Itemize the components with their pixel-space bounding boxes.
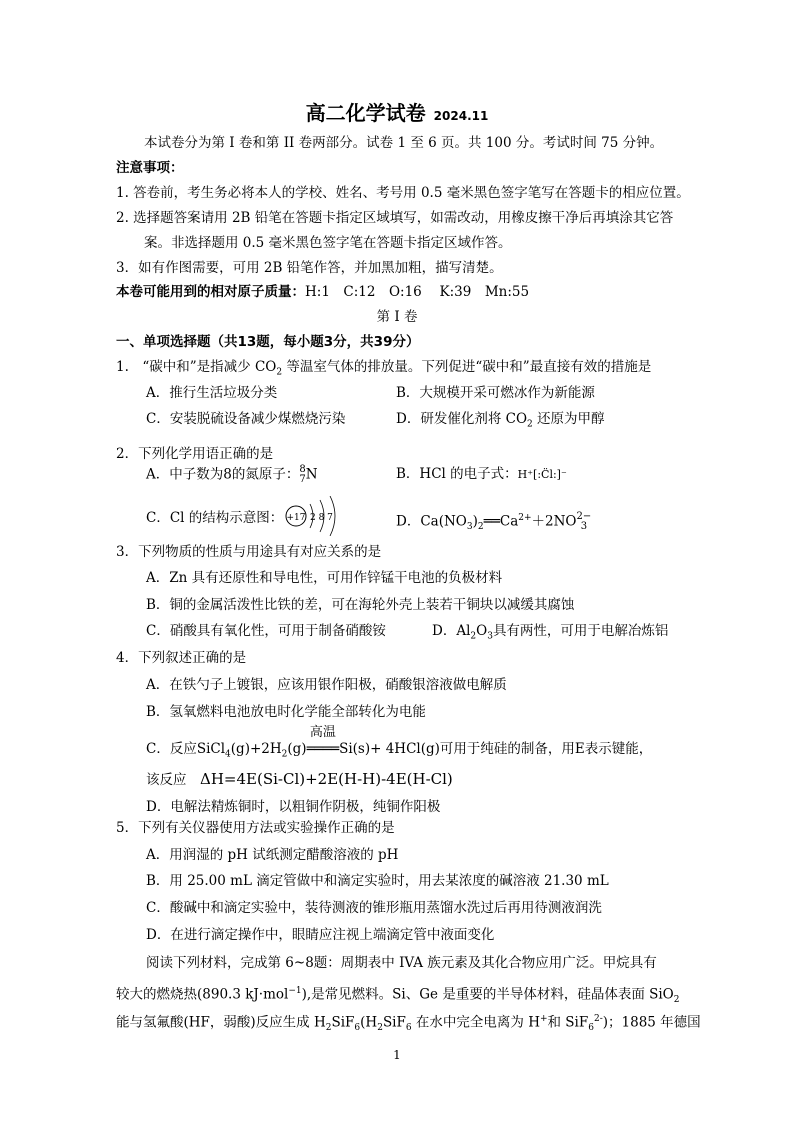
exam-title: 高二化学试卷 (305, 101, 426, 125)
notice-item-3: 3．如有作图需要，可用 2B 铅笔作答，并加黑加粗，描写清楚。 (116, 260, 503, 276)
volume-title: 第 Ⅰ 卷 (376, 309, 418, 325)
reaction-arrow: 高温 ════ (306, 725, 340, 757)
reading-line-3: 能与氢氟酸(HF，弱酸)反应生成 $H_2SiF_6(H_2SiF_6$ 在水中完全电离为 H+和 SiF$_6^{2-}$)；1885 年德国 (116, 1014, 701, 1034)
section-heading: 一、单项选择题（共13题，每小题3分，共39分） (116, 334, 420, 350)
notice-item-2-cont: 案。非选择题用 0.5 毫米黑色签字笔在答题卡指定区域作答。 (144, 235, 512, 251)
notice-item-1: 1. 答卷前，考生务必将本人的学校、姓名、考号用 0.5 毫米黑色签字笔写在答题卡的相应位置。 (116, 185, 690, 201)
q1-option-a: A．推行生活垃圾分类 (146, 385, 278, 401)
q1-option-b: B．大规模开采可燃冰作为新能源 (396, 385, 595, 401)
nucleus-charge: +17 (286, 513, 306, 523)
page-title (0, 101, 794, 125)
q2-option-b: B．HCl 的电子式：H⁺[:C̈l:]⁻ (396, 466, 567, 482)
q2-stem: 2．下列化学用语正确的是 (116, 446, 274, 462)
nuclide-notation: 8 7 (299, 464, 306, 485)
notice-heading: 注意事项： (116, 160, 184, 176)
q1-stem: 1. “碳中和”是指减少 $CO_2$ 等温室气体的排放量。下列促进“碳中和”最直接有效的措施是 (116, 359, 652, 378)
notice-item-2: 2. 选择题答案请用 2B 铅笔在答题卡指定区域填写，如需改动，用橡皮擦干净后再填涂其它答 (116, 210, 674, 226)
reading-line-2: 较大的燃烧热(890.3 kJ·mol$^{-1}$),是常见燃料。Si、Ge 是重要的半导体材料，硅晶体表面 SiO$_2$ (116, 986, 680, 1006)
q3-option-d: D．$Al_2O_3$具有两性，可用于电解冶炼铝 (432, 623, 669, 642)
q5-option-a: A．用润湿的 pH 试纸测定醋酸溶液的 pH (146, 847, 399, 863)
q1-option-c: C．安装脱硫设备减少煤燃烧污染 (146, 411, 346, 427)
atomic-mass-values: H:1 C:12 O:16 K:39 Mn:55 (305, 284, 530, 300)
q4-stem: 4．下列叙述正确的是 (116, 650, 247, 666)
q5-option-b: B．用 25.00 mL 滴定管做中和滴定实验时，用去某浓度的碱溶液 21.30 mL (146, 873, 609, 889)
q3-stem: 3．下列物质的性质与用途具有对应关系的是 (116, 544, 382, 560)
q4-option-c: C．反应$SiCl_4(g)+2H_2(g)$ 高温 ════Si(s)+ 4HCl(g)可用于纯硅的制备，用E表示键能， (146, 725, 653, 760)
q2-option-a: A．中子数为8的氮原子：8 7N (146, 464, 318, 485)
q2-option-d: D．$Ca(NO_3)_2══Ca^{2+}+2NO2-$ 3 (396, 511, 592, 533)
exam-date: 2024.11 (433, 109, 489, 123)
q3-option-a: A．Zn 具有还原性和导电性，可用作锌锰干电池的负极材料 (146, 570, 503, 586)
enthalpy-expression: ΔH=4E(Si-Cl)+2E(H-H)-4E(H-Cl) (200, 770, 453, 788)
atomic-mass-label: 本卷可能用到的相对原子质量： (116, 284, 305, 300)
q5-option-c: C．酸碱中和滴定实验中，装待测液的锥形瓶用蒸馏水洗过后再用待测液润洗 (146, 900, 602, 916)
q3-option-c: C．硝酸具有氧化性，可用于制备硝酸铵 (146, 623, 386, 639)
reading-line-1: 阅读下列材料，完成第 6~8题：周期表中 IVA 族元素及其化合物应用广泛。甲烷具有 (146, 955, 657, 971)
q5-stem: 5．下列有关仪器使用方法或实验操作正确的是 (116, 820, 395, 836)
intro-text: 本试卷分为第 I 卷和第 II 卷两部分。试卷 1 至 6 页。共 100 分。考试时间 75 分钟。 (144, 135, 664, 151)
q1-option-d: D．研发催化剂将 $CO_2$ 还原为甲醇 (396, 411, 605, 430)
cl-atom-structure-diagram (284, 496, 348, 536)
q3-option-b: B．铜的金属活泼性比铁的差，可在海轮外壳上装若干铜块以减缓其腐蚀 (146, 597, 575, 613)
electron-formula: H⁺[:C̈l:]⁻ (517, 468, 567, 481)
q4-option-c-cont: 该反应 ΔH=4E(Si-Cl)+2E(H-H)-4E(H-Cl) (146, 770, 453, 788)
atomic-mass-line (116, 283, 529, 301)
q4-option-b: B．氢氧燃料电池放电时化学能全部转化为电能 (146, 704, 426, 720)
q2-option-c: C．Cl 的结构示意图： (146, 510, 284, 526)
reaction-condition: 高温 (309, 725, 336, 740)
page-number: 1 (393, 1048, 401, 1062)
q4-option-a: A．在铁勺子上镀银，应该用银作阳极，硝酸银溶液做电解质 (146, 677, 507, 693)
shell-electrons: 2 8 7 (310, 513, 333, 523)
q5-option-d: D．在进行滴定操作中，眼睛应注视上端滴定管中液面变化 (146, 927, 495, 943)
q4-option-d: D．电解法精炼铜时，以粗铜作阴极，纯铜作阳极 (146, 799, 441, 815)
